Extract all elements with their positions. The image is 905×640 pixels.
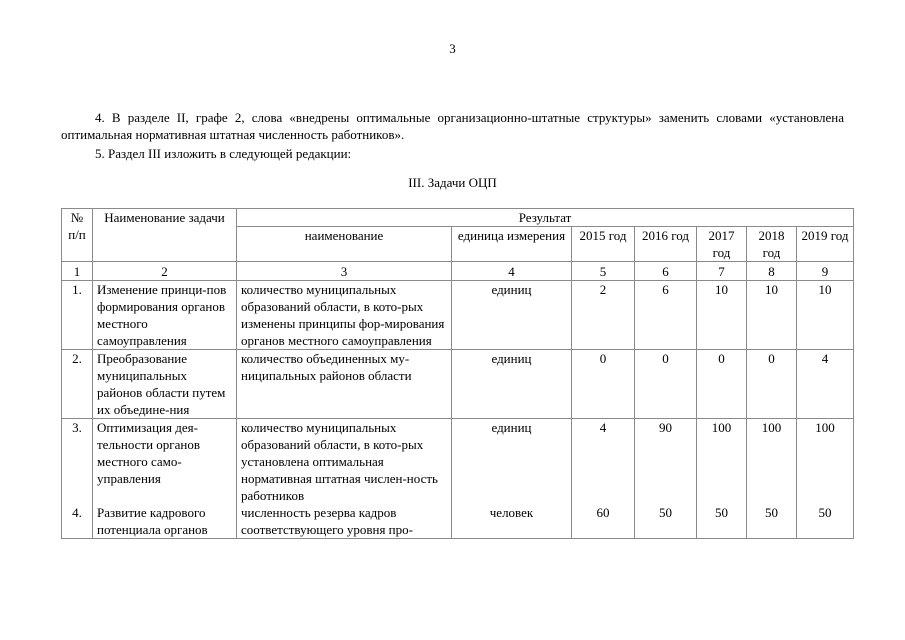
header-year-2018: 2018 год	[747, 227, 797, 262]
tasks-table	[61, 208, 854, 539]
table-row	[62, 350, 854, 419]
row-result-name: численность резерва кадров соответствующего уровня про-	[237, 504, 452, 539]
row-value-2015: 2	[572, 281, 635, 350]
row-value-2017: 0	[697, 350, 747, 419]
column-number: 8	[747, 262, 797, 281]
row-num: 2.	[62, 350, 93, 419]
row-value-2019: 4	[797, 350, 854, 419]
row-value-2018: 50	[747, 504, 797, 539]
column-number: 7	[697, 262, 747, 281]
row-value-2019: 50	[797, 504, 854, 539]
column-number: 1	[62, 262, 93, 281]
row-value-2018: 10	[747, 281, 797, 350]
row-value-2016: 6	[635, 281, 697, 350]
row-task: Преобразование муниципальных районов области путем их объедине-ния	[93, 350, 237, 419]
header-year-2016: 2016 год	[635, 227, 697, 262]
header-result: Результат	[237, 209, 854, 227]
row-value-2015: 0	[572, 350, 635, 419]
row-unit: единиц	[452, 419, 572, 505]
row-value-2017: 10	[697, 281, 747, 350]
row-value-2015: 60	[572, 504, 635, 539]
row-value-2017: 100	[697, 419, 747, 505]
row-task: Оптимизация дея-тельности органов местного само-управления	[93, 419, 237, 505]
row-value-2019: 100	[797, 419, 854, 505]
row-num: 4.	[62, 504, 93, 539]
column-number: 3	[237, 262, 452, 281]
header-year-2015: 2015 год	[572, 227, 635, 262]
header-task-name: Наименование задачи	[93, 209, 237, 262]
table-header-row	[62, 209, 854, 227]
row-result-name: количество объединенных му-ниципальных районов области	[237, 350, 452, 419]
row-unit: единиц	[452, 281, 572, 350]
row-value-2015: 4	[572, 419, 635, 505]
row-value-2017: 50	[697, 504, 747, 539]
row-value-2016: 90	[635, 419, 697, 505]
header-result-name: наименование	[237, 227, 452, 262]
column-number: 6	[635, 262, 697, 281]
row-value-2016: 0	[635, 350, 697, 419]
row-task: Изменение принци-пов формирования органов местного самоуправления	[93, 281, 237, 350]
row-value-2019: 10	[797, 281, 854, 350]
section-title: III. Задачи ОЦП	[408, 175, 497, 190]
column-number: 5	[572, 262, 635, 281]
header-num: № п/п	[62, 209, 93, 262]
row-value-2016: 50	[635, 504, 697, 539]
row-result-name: количество муниципальных образований области, в кото-рых изменены принципы фор-мирования органов местного самоуправления	[237, 281, 452, 350]
row-num: 3.	[62, 419, 93, 505]
row-unit: единиц	[452, 350, 572, 419]
column-number-row	[62, 262, 854, 281]
header-year-2017: 2017 год	[697, 227, 747, 262]
row-value-2018: 0	[747, 350, 797, 419]
column-number: 4	[452, 262, 572, 281]
row-result-name: количество муниципальных образований области, в кото-рых установлена оптимальная нормативная штатная числен-ность работников	[237, 419, 452, 505]
paragraph-item-4: 4. В разделе II, графе 2, слова «внедрены оптимальные организационно-штатные структуры» заменить словами «установлена оптимальная нормативная штатная численность работников».	[61, 110, 844, 142]
header-year-2019: 2019 год	[797, 227, 854, 262]
table-row	[62, 281, 854, 350]
row-value-2018: 100	[747, 419, 797, 505]
page-number: 3	[449, 41, 456, 56]
header-unit: единица измерения	[452, 227, 572, 262]
row-unit: человек	[452, 504, 572, 539]
row-task: Развитие кадрового потенциала органов	[93, 504, 237, 539]
paragraph-item-5: 5. Раздел III изложить в следующей редакции:	[95, 146, 352, 161]
table-row	[62, 504, 854, 539]
column-number: 9	[797, 262, 854, 281]
table-row	[62, 419, 854, 505]
column-number: 2	[93, 262, 237, 281]
row-num: 1.	[62, 281, 93, 350]
